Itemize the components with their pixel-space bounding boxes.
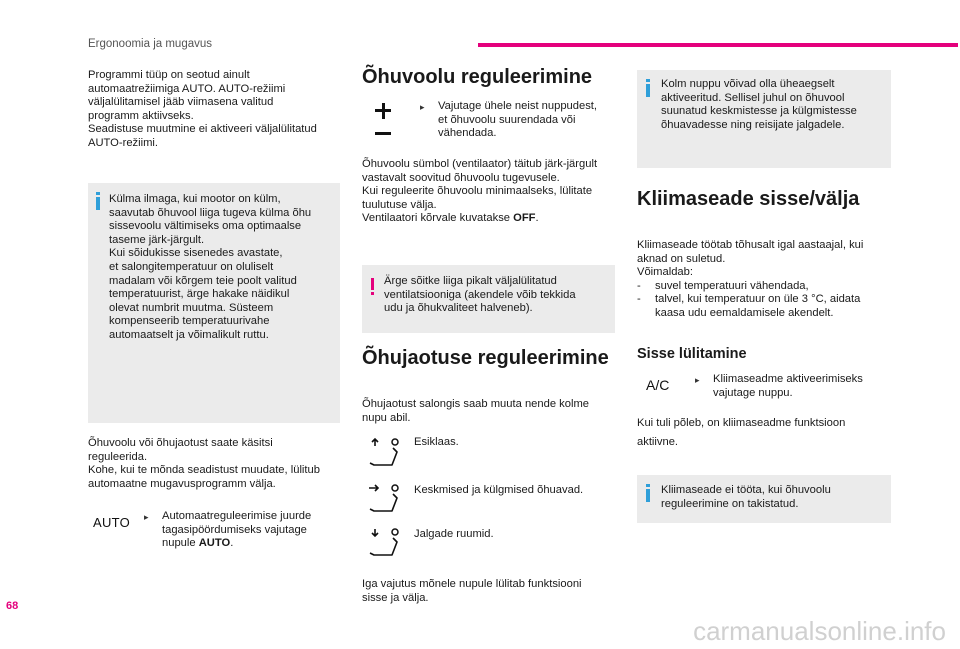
airflow-description: Õhuvoolu sümbol (ventilaator) täitub järk-järgult vastavalt soovitud õhuvoolu tugevusele. Kui reguleerite õhuvoolu minimaalseks, lülitate tuulutuse välja. Ventilaatori kõrvale kuvatakse OFF.: [362, 158, 598, 225]
manual-adjust-paragraph: Õhuvoolu või õhujaotust saate käsitsi reguleerida. Kohe, kui te mõnda seadistust muudate, lülitub automaatne mugavusprogramm välja.: [88, 437, 320, 490]
ac-active-text: Kui tuli põleb, on kliimaseadme funktsioon aktiivne.: [637, 417, 846, 448]
bullet-icon: ▸: [695, 375, 700, 385]
header-accent-bar: [478, 43, 958, 47]
watermark: carmanualsonline.info: [693, 616, 946, 646]
distribution-item-face-vents: Keskmised ja külgmised õhuavad.: [414, 484, 584, 496]
intro-paragraph: Programmi tüüp on seotud ainult automaatrežiimiga AUTO. AUTO-režiimi väljalülitamisel jääb viimasena valitud programm aktiivseks. Seadistuse muutmine ei aktiveeri väljalülitatud AUTO-režiimi.: [88, 69, 317, 149]
ac-list-item: - suvel temperatuuri vähendada,: [637, 279, 809, 292]
auto-instruction: Automaatreguleerimise juurde tagasipöördumiseks vajutage nupule AUTO.: [162, 510, 312, 550]
airflow-instruction: Vajutage ühele neist nuppudest, et õhuvoolu suurendada või vähendada.: [438, 100, 598, 140]
distribution-outro: Iga vajutus mõnele nupule lülitab funktsiooni sisse ja välja.: [362, 578, 582, 604]
minus-icon: [375, 132, 391, 135]
info-icon: [646, 84, 650, 97]
auto-button-icon: AUTO: [93, 515, 131, 530]
info-box-text: Kolm nuppu võivad olla üheaegselt aktiveeritud. Sellisel juhul on õhuvool suunatud keskmistesse ja külgmistesse õhuavadesse ning reisijate jalgadele.: [661, 78, 857, 131]
info-box-text: Kliimaseade ei tööta, kui õhuvoolu reguleerimine on takistatud.: [661, 484, 831, 510]
info-box-cold-weather: [88, 183, 340, 423]
distribution-title: Õhujaotuse reguleerimine: [362, 347, 609, 369]
warning-text: Ärge sõitke liiga pikalt väljalülitatud ventilatsiooniga (akendele võib tekkida udu ja õhukvaliteet halveneb).: [384, 275, 576, 315]
distribution-intro: Õhujaotust salongis saab muuta nende kolme nupu abil.: [362, 398, 590, 424]
ac-intro: Kliimaseade töötab tõhusalt igal aastaajal, kui aknad on suletud. Võimaldab:: [637, 239, 864, 279]
ac-instruction: Kliimaseadme aktiveerimiseks vajutage nuppu.: [713, 373, 863, 399]
info-box-text: Külma ilmaga, kui mootor on külm, saavutab õhuvool liiga tugeva külma õhu sissevoolu vältimiseks oma optimaalse taseme järk-järgult. Kui sõidukisse sisenedes avastate, et salongitemperatuur on oluliselt madalam või kõrgem teie poolt valitud temperatuurist, ärge hakake näidikul olevat numbrit muutma. Süsteem kompenseerib temperatuurivahe automaatselt ja võimalikult ruttu.: [109, 193, 312, 341]
footwell-airflow-icon: [366, 526, 406, 560]
ac-list-item: - talvel, kui temperatuur on üle 3 °C, aidata kaasa udu eemaldamisele akendelt.: [637, 293, 861, 319]
ac-title: Kliimaseade sisse/välja: [637, 188, 860, 210]
distribution-item-footwells: Jalgade ruumid.: [414, 528, 494, 540]
ac-on-subtitle: Sisse lülitamine: [637, 346, 747, 362]
distribution-item-windscreen: Esiklaas.: [414, 436, 459, 448]
info-icon: [96, 197, 100, 210]
plus-minus-buttons-icon: [372, 103, 394, 141]
windscreen-airflow-icon: [366, 436, 406, 470]
bullet-icon: ▸: [420, 102, 425, 112]
section-title: Ergonoomia ja mugavus: [88, 38, 213, 50]
info-icon: [646, 489, 650, 502]
info-box-three-buttons: [637, 70, 891, 168]
bullet-icon: ▸: [144, 512, 149, 522]
warning-icon: [371, 278, 374, 290]
page-number: 68: [6, 600, 19, 612]
info-box-ac-disabled: [637, 475, 891, 523]
plus-icon: [375, 103, 391, 119]
ac-description: [637, 239, 897, 321]
face-vents-airflow-icon: [366, 482, 406, 516]
warning-box: [362, 265, 615, 333]
airflow-title: Õhuvoolu reguleerimine: [362, 66, 593, 88]
ac-button-icon: A/C: [646, 377, 670, 393]
